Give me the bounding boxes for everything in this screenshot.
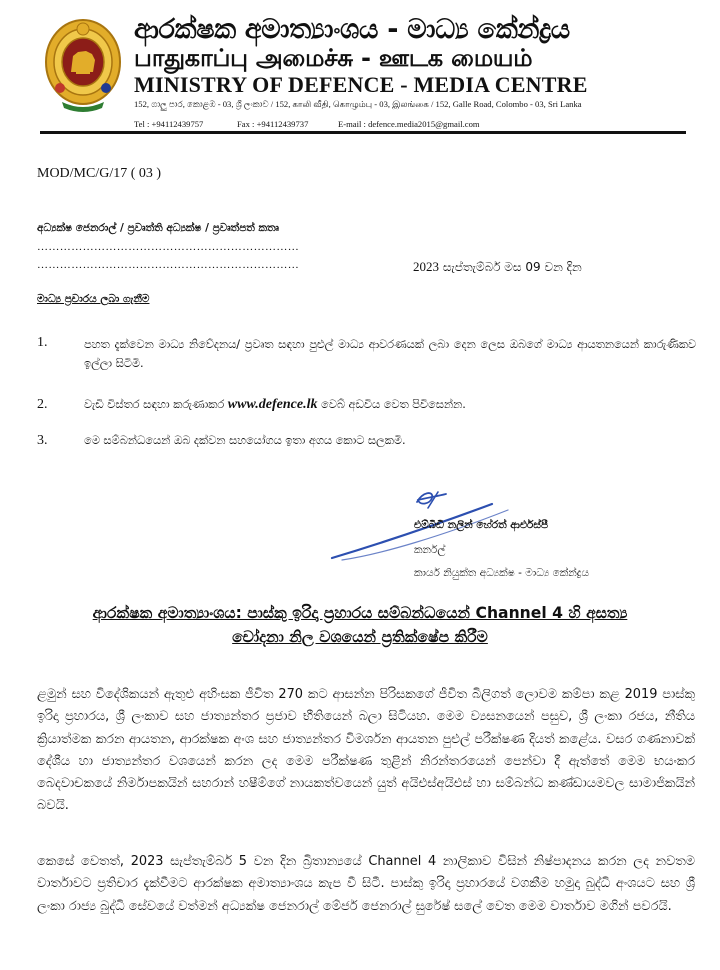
item-text-1: පහත දැක්වෙන මාධ්‍ය නිවේදනය/ ප්‍රවෘත සඳහා පුළුල් මාධ්‍ය ආවරණයක් ලබා දෙන ලෙස ඔබගේ මාධ්‍ය ආයතනයෙන් කාරුණිකව ඉල්ලා සිටිමි.	[84, 338, 696, 370]
item-number-3: 3.	[37, 433, 48, 448]
item-number-2: 2.	[37, 397, 48, 412]
release-title-line-1: ආරක්ෂක අමාත්‍යාංශය: පාස්කු ඉරිදා ප්‍රහාරය සම්බන්ධයෙන් Channel 4 හි අසත්‍ය	[92, 604, 628, 622]
addressee: අධ්‍යක්ෂ ජෙනරාල් / ප්‍රවෘත්ති අධ්‍යක්ෂ / ප්‍රවෘත්පත් කතෘ	[37, 222, 279, 234]
signatory-designation: කාර්ය නියුක්ත අධ්‍යක්ෂ - මාධ්‍ය කේන්ද්‍රය	[414, 567, 589, 579]
ministry-name-english: MINISTRY OF DEFENCE - MEDIA CENTRE	[134, 72, 588, 97]
item-2-text-before: වැඩි විස්තර සඳහා කරුණාකර	[84, 398, 228, 411]
ministry-name-tamil: பாதுகாப்பு அமைச்சு - ஊடக மையம்	[134, 44, 533, 72]
item-text-3: මෙ සම්බන්ධයෙන් ඔබ දක්වන සහයෝගය ඉතා අගය කොට සලකමි.	[84, 434, 406, 447]
release-paragraph-1: ළමුන් සහ විදේශිකයන් ඇතුළු අහිංසක ජීවිත 270 කට ආසන්න පිරිසකගේ ජීවිත බිලිගත් ලොවම කම්පා කළ 2019 පාස්කු ඉරිදා ප්‍රහාරය, ශ්‍රී ලංකාව සහ ජාත්‍යන්තර ප්‍රජාව භීතියෙන් බලා සිටියහ. මෙම ව්‍යසනයෙන් පසුව, ශ්‍රී ලංකා රජය, නීතිය ක්‍රියාත්මක කරන ආයතන, ආරක්ෂක අංශ සහ ජාත්‍යන්තර විමර්ශන ආයතන පුළුල් පරීක්ෂණ දියත් කළේය. වසර ගණනාවක් දේශීය හා ජාත්‍යන්තර වශයෙන් කරන ලද මෙම පරීක්ෂණ තුළින් නිරන්තරයෙන් පෙන්වා දී ඇත්තේ මෙම භයංකර බෙදවාචකයේ නිර්මාපකයින් සහරාන් හෂීම්ගේ නායකත්වයෙන් යුත් අයිඑස්අයිඑස් හා සම්බන්ධ කණ්ඩායමවල සාමාජිකයින් බවයි.	[37, 687, 695, 814]
date-text: සැප්තැම්බර් මස 09 වන දින	[442, 260, 582, 274]
sri-lanka-emblem-icon	[42, 16, 124, 114]
email-address: E-mail : defence.media2015@gmail.com	[338, 119, 480, 129]
letter-date	[413, 259, 582, 275]
fax-number: Fax : +94112439737	[237, 119, 309, 129]
address-line-1: ……………………………………………………………	[37, 241, 300, 253]
date-year: 2023	[413, 259, 439, 274]
signatory-rank: කර්නල්	[414, 544, 446, 556]
item-2-text-after: වෙබ් අඩවිය වෙත පිවිසෙන්න.	[317, 398, 466, 411]
release-paragraph-2: කෙසේ වෙතත්, 2023 සැප්තැම්බර් 5 වන දින බ්‍රිතාන්‍යයේ Channel 4 නාලිකාව විසින් නිෂ්පාදනය කරන ලද නවතම වාර්තාවට ප්‍රතිචාර දැක්වීමට ආරක්ෂක අමාත්‍යාංශය කැප වී සිටී. පාස්කු ඉරිදා ප්‍රහාරයේ වගකීම හමුදා බුද්ධි අංශයට සහ ශ්‍රී ලංකා රාජ්‍ය බුද්ධි සේවයේ වත්මන් අධ්‍යක්ෂ ජෙනරාල් මේජර් ජෙනරාල් සුරේෂ් සලේ වෙත මෙම වාර්තාව මගින් පවරයි.	[37, 854, 695, 914]
contact-line	[134, 119, 480, 129]
telephone-number: Tel : +94112439757	[134, 119, 204, 129]
signatory-name: එම්බීඩී නලින් හේරත් ආර්එස්පී	[414, 519, 549, 531]
ministry-name-sinhala: ආරක්ෂක අමාත්‍යාංශය - මාධ්‍ය කේන්ද්‍රය	[134, 14, 570, 45]
letterhead-divider	[40, 131, 686, 134]
website-link[interactable]: www.defence.lk	[227, 397, 318, 412]
letter-subject: මාධ්‍ය ප්‍රචාරය ලබා ගැනීම	[37, 293, 150, 305]
item-number-1: 1.	[37, 335, 48, 350]
reference-number: MOD/MC/G/17 ( 03 )	[37, 166, 162, 181]
item-text-2	[84, 397, 466, 413]
address-line-2: ……………………………………………………………	[37, 259, 300, 271]
ministry-address: 152, ගාලු පාර, කොළඹ - 03, ශ්‍රී ලංකාව / 152, காலி வீதி, கொழும்பு - 03, இலங்கை / 152, Galle Road, Colombo - 03, Sri Lanka	[134, 99, 582, 109]
release-title-line-2: චෝදනා නිල වශයෙන් ප්‍රතික්ෂේප කිරීම	[232, 628, 488, 646]
